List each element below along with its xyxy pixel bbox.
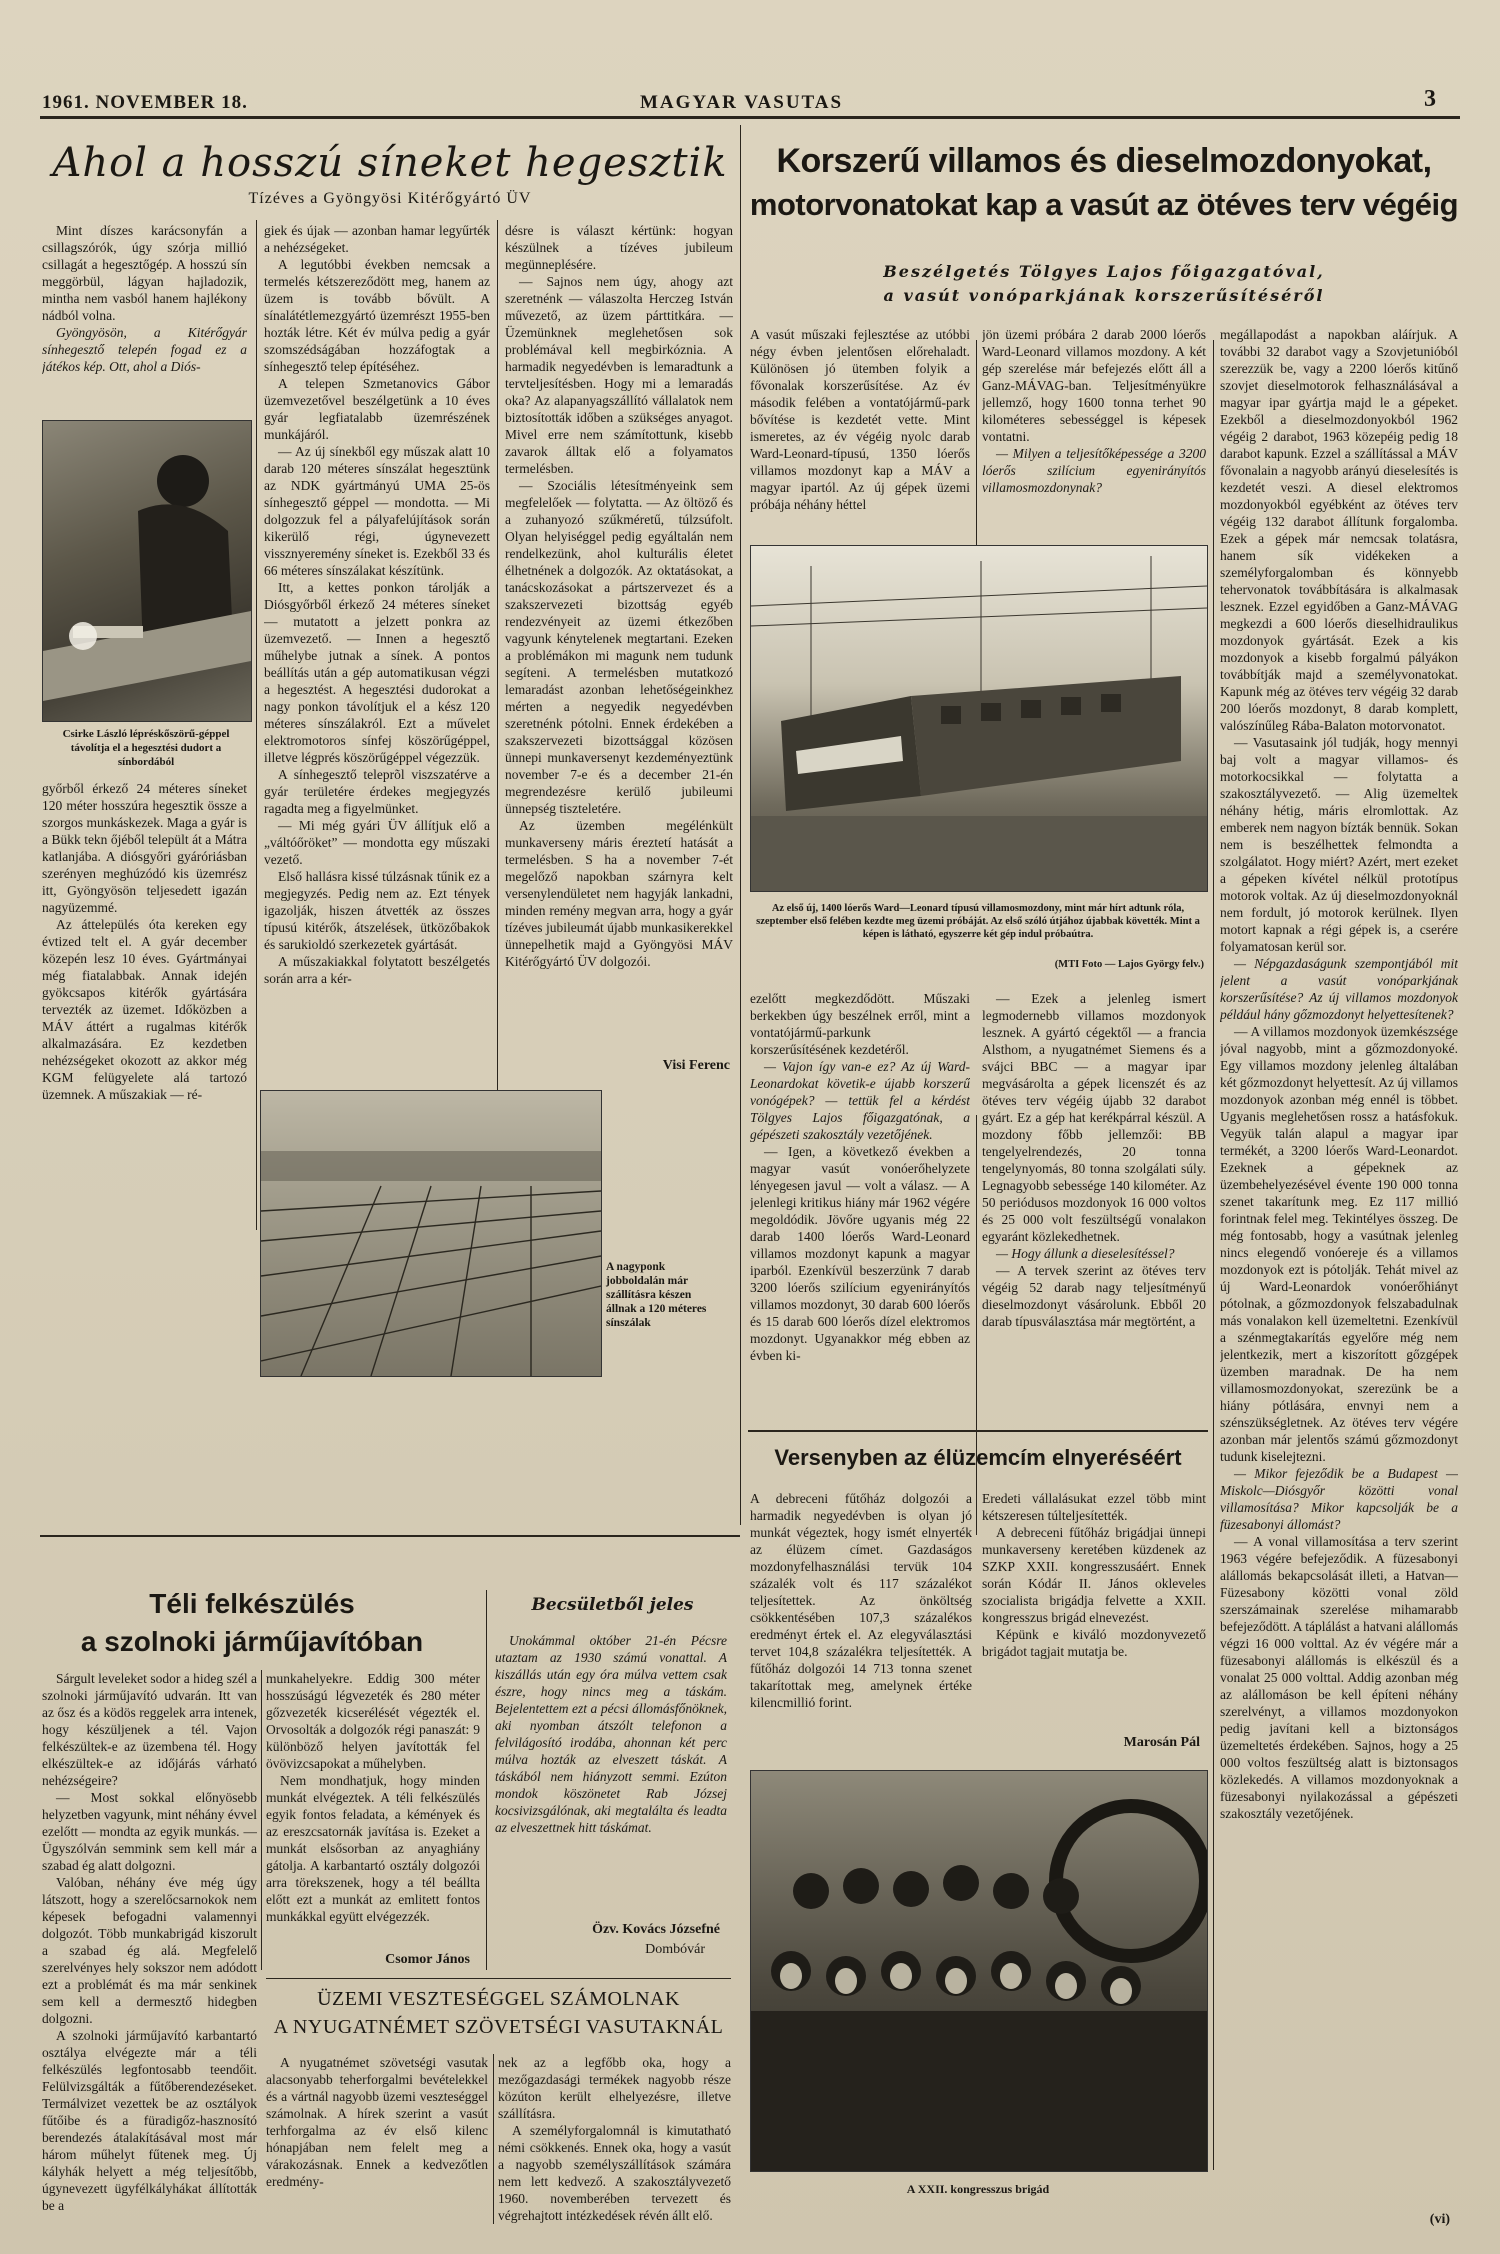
- locomotive-photo-credit: (MTI Foto — Lajos György felv.): [1054, 959, 1204, 970]
- paragraph: désre is választ kértünk: hogyan készülnek a tízéves jubileum megünneplésére.: [505, 223, 733, 272]
- paragraph: — Mi még gyári ÜV állítjuk elő a „váltóőröket” — mondotta egy műszaki vezető.: [264, 818, 490, 867]
- divider-a2-2: [976, 1115, 977, 1535]
- paper-name: MAGYAR VASUTAS: [640, 92, 844, 113]
- divider-a5: [493, 2054, 494, 2224]
- article1-col2: [264, 222, 490, 1207]
- article6-col2: [982, 1490, 1206, 1760]
- paragraph: — Vasutasaink jól tudják, hogy mennyi baj volt a magyar villamos- és motorkocsikkal — folytatta a szakosztályvezető. — Alig üzemeltek néhány hétig, máris elromlottak. Az emberek nem nagyon bízták bennük. Sokan nem is beszélhettek felmondta a szolgálatot. Hogy miért? Azért, mert ezeket a gépeken kívétel nélkül prototípus motorok voltak. Az új dieselmozdonyoknál nem fordult, jó motorok kerülnek. Ilyen motort kapnak a régi gépek is, a cserére folyamatosan kerül sor.: [1220, 735, 1458, 954]
- article3-title-line2: a szolnoki járműjavítóban: [80, 1626, 424, 1657]
- paragraph: munkahelyekre. Eddig 300 méter hosszúságú légvezeték és 280 méter gőzvezeték kicserélését végezték el. Orvosolták a dolgozók régi panaszát: 9 különböző helyen javították fel övövizcsapokat a műhelyben.: [266, 1671, 480, 1771]
- paragraph: — Ezek a jelenleg ismert legmodernebb villamos mozdonyok lesznek. A gyártó cégektől — a francia Alsthom, a nyugatnémet Siemens és a svájci BBC — a magyar ipar megvásárolta a gépek licenszét és az ötéves terv végéig újabb 32 darabot gyárt. Ez a gép hat kerékpárral készül. A mozdony főbb jellemzői: BB tengelyelrendezés, 20 tonna tengelynyomás, 80 tonna szolgálati súly. Legnagyobb sebessége 140 kilométer. Az 50 periódusos mozdonyok 16 000 voltos és 25 000 volt feszültségű vonalakon egyaránt közlekedhetnek.: [982, 991, 1206, 1244]
- brigade-photo: [750, 1770, 1208, 2172]
- rails-photo: [260, 1090, 602, 1377]
- article3-col2: [266, 1670, 480, 1970]
- article2-col1: [750, 326, 970, 526]
- article5-top-rule: [266, 1978, 731, 1979]
- issue-date: 1961. NOVEMBER 18.: [42, 92, 248, 113]
- article3-title-line1: Téli felkészülés: [149, 1588, 355, 1619]
- paragraph: — Szociális létesítményeink sem megfelelőek — folytatta. — Az öltöző és a zuhanyozó szűkméretű, túlzsúfolt. Olyan helyiséggel pedig egyáltalán nem rendelkezünk, ahol kulturális életet élhetnének a dolgozók. Az oktatásokat, a tanácskozásokat a pártszervezet és a szakszervezeti bizottság egyéb rendezvényeit az üzemi étkezőben vagyunk kénytelenek megtartani. Ezeken a problémákon mi magunk nem tudunk segíteni. A termelésben mutatkozó lemaradást azonban lehetőségeinkhez mérten a negyedik negyedévben szeretnénk pótolni. Ennek érdekében a szakszervezeti bizottsággal közösen ünnepi munkaversenyt kezdeményeztünk november 7-e és a december 21-én megrendezésre kerülő jubileumi ünnepség tiszteletére.: [505, 478, 733, 816]
- page-number: 3: [1424, 86, 1437, 112]
- article5-title-line2: A NYUGATNÉMET SZÖVETSÉGI VASUTAKNÁL: [273, 2016, 724, 2038]
- paragraph: Valóban, néhány éve még úgy látszott, hogy a szerelőcsarnokok nem képesek befogadni valamennyi dolgozót. Több munkabrigád kiszorult a szabad ég alá. Megfelelő szerelvényes hely sokszor nem adódott ezt a problémát és ma már senkinek sem kell a dermesztő hidegben dolgozni.: [42, 1875, 257, 2026]
- article5-title-line1: ÜZEMI VESZTESÉGGEL SZÁMOLNAK: [317, 1988, 680, 2010]
- article5-col1: [266, 2054, 488, 2229]
- article2-deck-line1: Beszélgetés Tölgyes Lajos főigazgatóval,: [883, 262, 1325, 281]
- article2-title-line2: motorvonatokat kap a vasút az ötéves terv végéig: [749, 187, 1459, 222]
- article6-top-rule: [748, 1430, 1208, 1432]
- locomotive-photo: [750, 545, 1208, 892]
- paragraph: giek és újak — azonban hamar legyűrték a nehézségeket.: [264, 223, 490, 255]
- paragraph: — A villamos mozdonyok üzemkészsége jóval nagyobb, mint a gőzmozdonyoké. Egy villamos mozdony jelenleg általában két gőzmozdonyt helyettesít. Az új villamos mozdonyok azonban még ennél is többet. Ugyanis meglehetősen rossz a hatásfokuk. Vegyük talán alapul a magyar ipar termékét, a 3200 lóerős Ward-Leonardot. Ezeknek a gépeknek az üzembehelyezésével évente 190 000 tonna szenet takarítunk meg. Ez 117 millió forintnak felel meg. Tekintélyes összeg. De még fontosabb, hogy a vasútnak jelenleg nincs elegendő vonóereje és a villamos mozdonyok ezt is pótolják. Tehát mivel az új Ward-Leonardok vonóerőhiányt pótolnak, a gőzmozdonyok felszabadulnak más vonalakon kell üzemeltetni. Ezenkívül a szénmegtakarítás egyelőre még nem jelentkezik, mert a kiszorított gőzgépek üzemben maradnak. De ha nem villamosmozdonyokat, szerezünk be a hiány pótlására, envnyi nem a szénszükségletnek. Az ötéves terv végére azonban már jelentős számú gőzmozdonyt tudunk kiselejtezni.: [1220, 1024, 1458, 1464]
- brigade-photo-caption: A XXII. kongresszus brigád: [906, 2182, 1050, 2196]
- article2-col2: [982, 326, 1206, 546]
- divider-a3: [261, 1670, 262, 1970]
- paragraph: Nem mondhatjuk, hogy minden munkát elvégeztek. A téli felkészülés egyik fontos feladata, a kémények és az ereszcsatornák javítása is. Ezeket a munkát elsősorban az anyaghiány gátolja. A karbantartó osztály dolgozói arra törekszenek, hogy a tél beállta előtt ezt a munkát az emlitett fontos munkákkal együtt elvégezzék.: [266, 1773, 480, 1924]
- article2-end-mark: (vi): [1429, 2212, 1450, 2227]
- rails-photo-caption: A nagyponk jobboldalán már szállításra készen állnak a 120 méteres sínszálak: [606, 1261, 707, 1329]
- divider-a4: [486, 1590, 487, 1970]
- article6-signature: Marosán Pál: [1123, 1735, 1200, 1750]
- paragraph: A debreceni fűtőház brigádjai ünnepi munkaverseny keretében küzdenek az SZKP XXII. kongresszusáért. Ennek során Kódár II. János okleveles szocialista brigádja felvette a XXII. kongresszus brigád elnevezést.: [982, 1525, 1206, 1625]
- divider-a2-3: [1213, 340, 1214, 2170]
- paragraph: jön üzemi próbára 2 darab 2000 lóerős Ward-Leonard villamos mozdony. A két gép szerelése már befejezés előtt áll a Ganz-MÁVAG-ban. Teljesítményükre jellemző, hogy 1600 tonna terhet 90 kilométeres sebességgel is képesek vontatni.: [982, 327, 1206, 444]
- article1-col1-top: [42, 222, 247, 422]
- locomotive-photo-art: [751, 546, 1207, 891]
- paragraph: Mint díszes karácsonyfán a csillagszórók, úgy szórja millió csillagát a hegesztőgép. A hosszú sín meggörbül, lágyan hajladozik, mintha nem vasból hanem hajlékony nádból volna.: [42, 223, 247, 323]
- article4-place: Dombóvár: [645, 1942, 705, 1957]
- paragraph: Unokámmal október 21-én Pécsre utaztam az 1930 számú vonattal. A kiszállás után egy óra múlva vettem csak észre, hogy nincs meg a táskám. Bejelentettem ezt a pécsi állomásfőnöknek, aki nyomban átszólt telefonon a felvilágosító irodába, ahonnan két perc múlva hozták az elveszett táskát. A táskából nem hiányzott semmi. Ezúton mondok köszönetet Rab Józsej kocsivizsgálónak, aki megtalálta és leadta az elveszettnek hitt táskámat.: [495, 1633, 727, 1835]
- paragraph: — Népgazdaságunk szempontjából mit jelent a vasút vonóparkjának korszerűsítése? Az új villamos mozdonyok például hány gőzmozdonyt helyettesítenek?: [1220, 956, 1458, 1022]
- paragraph: nek az a legfőbb oka, hogy a mezőgazdasági termékek nagyobb része közúton került elhelyezésre, illetve szállításra.: [498, 2055, 731, 2121]
- article2-deck-line2: a vasút vonóparkjának korszerűsítéséről: [883, 286, 1325, 305]
- brigade-photo-art: [751, 1771, 1207, 2171]
- article4-title: Becsületből jeles: [531, 1595, 694, 1615]
- welder-photo: [42, 420, 252, 722]
- paragraph: Itt, a kettes ponkon tárolják a Diósgyőrből érkező 24 méteres síneket — mutatott a jelzett ponkra az üzemvezető. — Innen a hegesztő műhelybe jutnak a sínek. A pontos beállítás után a gép automatikusan végzi a hegesztést. A hegesztési dudorokat a nagy ponkon távolítjuk el a kész 120 méteres sínszálakról. Ezt a művelet elektromotoros sínfej köszörűgéppel, illetve légprés köszörűgéppel végezzük.: [264, 580, 490, 765]
- article6-title: Versenyben az élüzemcím elnyeréséért: [774, 1445, 1182, 1470]
- article4-signature: Özv. Kovács Józsefné: [592, 1922, 720, 1937]
- article2-col3: [1220, 326, 1458, 2186]
- article1-subtitle: Tízéves a Gyöngyösi Kitérőgyártó ÜV: [248, 190, 532, 207]
- divider-a1-1: [256, 220, 257, 1230]
- article3-col1: [42, 1670, 257, 2225]
- paragraph: Képünk e kiváló mozdonyvezető brigádot tagjait mutatja be.: [982, 1627, 1206, 1659]
- article3-top-rule: [40, 1535, 740, 1537]
- paragraph: Eredeti vállalásukat ezzel több mint kétszeresen túlteljesítették.: [982, 1491, 1206, 1523]
- divider-a1-2: [497, 220, 498, 1230]
- paragraph: ezelőtt megkezdődött. Műszaki berkekben úgy beszélnek erről, mint a vontatójármű-parkunk korszerűsítésének kezdetéről.: [750, 991, 970, 1057]
- paragraph: A nyugatnémet szövetségi vasutak alacsonyabb teherforgalmi bevételekkel és a vártnál nagyobb üzemi veszteséggel számolnak. A hírek szerint a vasút terhforgalma az év első kilenc hónapjában nem felelt meg a várakozásnak. Ennek a kedvezőtlen eredmény-: [266, 2055, 488, 2189]
- locomotive-photo-caption: Az első új, 1400 lóerős Ward—Leonard típusú villamosmozdony, mint már hírt adtunk róla, szeptember első felében kezdte meg üzemi próbáját. Az első szóló útjához újabbak követték. Mint a képen is látható, egyszerre két gép indul próbaútra.: [756, 903, 1200, 940]
- article6-col1: [750, 1490, 972, 1760]
- paragraph: Az üzemben megélénkült munkaverseny máris éreztetí hatását a termelésben. S ha a november 7-ét megelőző napokban szárnyra kelt versenylendületet nem hagyják lankadni, minden remény megvan arra, hogy a gyár tízéves jubileumát újabb munkasikerekkel ünnepelhetik majd a Gyöngyösi MÁV Kitérőgyártó ÜV dolgozói.: [505, 818, 733, 969]
- article5-col2: [498, 2054, 731, 2229]
- article3-signature: Csomor János: [385, 1952, 470, 1967]
- paragraph: A legutóbbi években nemcsak a termelés kétszereződött meg, hanem az üzem is tovább bővült. A sínalátétlemezgyártó üzemrészt 1955-ben hozták létre. Két év múlva pedig a gyár szomszédságában hozzáfogtak a sínhegesztő telep építéséhez.: [264, 257, 490, 374]
- article2-title-line1: Korszerű villamos és dieselmozdonyokat,: [776, 142, 1432, 180]
- paragraph: A debreceni fűtőház dolgozói a harmadik negyedévben is olyan jó munkát végeztek, hogy ismét elnyerték az élüzem címet. Gazdaságos mozdonyfelhasználási tervük 104 százalék volt és 117 százalékot teljesítettek. Az önköltség csökkentésében 107,3 százalékos eredményt értek el. Az elegyválasztási tervet 104,8 százalékra teljesítették. A fűtőház dolgozói 14 713 tonna szenet takarítottak meg, amelynek értéke kilencmillió forint.: [750, 1491, 972, 1710]
- article1-col1-bottom: [42, 780, 247, 1200]
- article2-col2-bottom: [982, 990, 1206, 1415]
- paragraph: A műszakiakkal folytatott beszélgetés során arra a kér-: [264, 954, 490, 986]
- paragraph: — Vajon így van-e ez? Az új Ward-Leonardokat követik-e újabb korszerű vonógépek? — tettük fel a kérdést Tölgyes Lajos főigazgatónak, a gépészeti szakosztály vezetőjének.: [750, 1059, 970, 1142]
- article1-col3: [505, 222, 733, 1057]
- paragraph: — Hogy állunk a dieselesítéssel?: [996, 1246, 1175, 1261]
- paragraph: — Sajnos nem úgy, ahogy azt szeretnénk — válaszolta Herczeg István művezető, az üzem párttitkára. — Üzemünknek meglehetősen sok problémával kell megbirkóznia. A harmadik negyedévben is lemaradtunk a tervteljesítésben. Hogy mi a lemaradás oka? Az alapanyagszállító vállalatok nem biztosították időben a szükséges anyagot. Mivel erre nem számítottunk, kisebb zavarok álltak elő a folyamatos termelésben.: [505, 274, 733, 476]
- rails-photo-art: [261, 1091, 601, 1376]
- paragraph: A szolnoki járműjavító karbantartó osztálya elvégezte már a téli felkészülés legfontosabb teendőit. Felülvizsgálták a fűtőberendezéseket. Termálvizet vezettek be az osztályok fűtőibe és a füradigőz-hasznosító berendezés átalakításával most már három műhelyt fűtenek meg. Új kályhák helyett a még teljesítőbb, úgynevezett ügyfélkályhákat állították be a: [42, 2028, 257, 2213]
- paragraph: Első hallásra kissé túlzásnak tűnik ez a megjegyzés. Pedig nem az. Ezt tények igazolják, hiszen átvették az összes típusú kitérők, átszelések, ütközőbakok és sarukioldó szerkezetek gyártását.: [264, 869, 490, 952]
- paragraph: Sárgult leveleket sodor a hideg szél a szolnoki járműjavító udvarán. Itt van az ősz és a ködös reggelek arra intenek, hogy készüljenek a tél. Vajon felkészültek-e az üzembena tél. Hogy elkészültek-e az időjárás várható nehézségeire?: [42, 1671, 257, 1788]
- paragraph: Az áttelepülés óta kereken egy évtized telt el. A gyár december közepén lesz 10 éves. Gyártmányai még fiatalabbak. Annak idején gyökcsapos kitérők gyártására tervezték az üzemet. Időközben a MÁV áttért a rugalmas kitérők alkalmazására. Ez kezdetben nehézségeket okozott az akkor még KGM felügyelete alá tartozó üzemnek. A műszakiak — ré-: [42, 917, 247, 1102]
- divider-main: [740, 125, 741, 1525]
- paragraph: — Most sokkal előnyösebb helyzetben vagyunk, mint néhány évvel ezelőtt — mondta az egyik munkás. — Ügyszólván semmink sem kell már a szabad ég alatt dolgozni.: [42, 1790, 257, 1873]
- paragraph: A vasút műszaki fejlesztése az utóbbi négy évben jelentősen előrehaladt. Különösen jó ütemben folyik a fővonalak korszerűsítése. Az év második felében a vontatójármű-park bővítése is kezdetét vette. Mint ismeretes, az év végéig nyolc darab Ward-Leonard-típusú, 1350 lóerős villamos mozdonyt kap a MÁV a magyar ipartól. Az új gépek üzemi próbája néhány héttel: [750, 327, 970, 512]
- article1-title: Ahol a hosszú síneket hegesztik: [52, 140, 728, 186]
- welder-photo-caption: Csirke László lépréskőszörű-géppel távolítja el a hegesztési dudort a sínbordából: [62, 728, 230, 768]
- article4-body: [495, 1632, 727, 1922]
- paragraph: A sínhegesztő teleprõl viszszatérve a gyár területére érdekes megjegyzés ragadta meg a figyelmünket.: [264, 767, 490, 816]
- header-rule: [40, 116, 1460, 119]
- article1-signature: Visi Ferenc: [662, 1058, 730, 1073]
- paragraph: — A vonal villamosítása a terv szerint 1963 végére befejeződik. A füzesabonyi alállomás bekapcsolását illeti, a Hatvan—Füzesabony közötti vonal zöld szerszámainak szerelése mihamarabb befejeződött. A táplálást a hatvani alállomás végzi 16 000 volttal. Az év végére már a füzesabonyi alállomás is elkészül és a vonalat 25 000 volttal. Addig azonban még az alállomáson be kell építeni néhány szerelvényt, a villamos mozdonyokon pedig javítani kell a biztonságos üzemeltetés érdekében. Sajnos, hogy a 25 000 voltos feszültség alatt is biztonsagos közlekedés. A villamos mozdonyoknak a füzesabonyi nyilakozással a gépészeti szakosztály vezetőjének.: [1220, 1534, 1458, 1821]
- paragraph: — A tervek szerint az ötéves terv végéig 52 darab nagy teljesítményű dieselmozdonyt vásárolunk. Ebből 20 darab típusválasztása már megtörtént, a: [982, 1263, 1206, 1329]
- paragraph: — Milyen a teljesítőképessége a 3200 lóerős szilícium egyenirányítós villamosmozdonynak?: [982, 446, 1206, 495]
- paragraph: — Az új sínekből egy műszak alatt 10 darab 120 méteres sínszálat hegesztünk az NDK gyártmányú UMA 25-ös sínhegesztő géppel — mondotta. — Mi dolgozzuk fel a pályafelújítások során kikerülő régi, úgynevezett vissznyeremény síneket is. Ezekből 33 és 66 méteres sínszálakat készítünk.: [264, 444, 490, 578]
- paragraph: Gyöngyösön, a Kitérőgyár sínhegesztő telepén fogad ez a játékos kép. Ott, ahol a Diós-: [42, 325, 247, 374]
- welder-photo-art: [43, 421, 251, 721]
- article2-col1-bottom: [750, 990, 970, 1415]
- paragraph: A telepen Szmetanovics Gábor üzemvezetővel beszélgetünk a 10 éves gyár legfiatalabb üzemrészének munkájáról.: [264, 376, 490, 442]
- paragraph: győrből érkező 24 méteres síneket 120 méter hosszúra hegesztik össze a szorgos munkáskezek. Maga a gyár is a Bükk tekn őjéből települt át a Mátra katlanjába. A diósgyőri gyáróriásban szerényen meghúzódó kis üzemrész itt, Gyöngyösön teljesedett igazán nagyüzemmé.: [42, 781, 247, 915]
- paragraph: megállapodást a napokban aláírjuk. A további 32 darabot vagy a Szovjetunióból szerezzük be, vagy a 2200 lóerős kitűnő szovjet dieselmotorok felhasználásával a magyar ipar gyártja majd le a gépeket. Ezekből a dieselmozdonyokból 1962 végéig 2 darabot, 1963 közepéig pedig 18 darabot kapunk. Ezzel a szállítással a MÁV fővonalain a nagyobb arányú dieselesítés is kezdetét veszi. A diesel elektromos mozdonyokból egyébként az ötéves terv végéig 132 darabot állítunk forgalomba. Ezek a gépek már nemcsak tolatásra, hanem sík vidékeken a személyforgalomban és könnyebb tehervonatok továbbítására is alkalmasak lesznek. Ezzel egyidőben a Ganz-MÁVAG megkezdi a 600 lóerős dieselhidraulikus mozdonyok gyártását. Ezek a kis mozdonyok a kisebb forgalmú pályákon továbbítják majd a személyvonatokat. Kapunk még az ötéves terv végéig 32 darab 200 lóerős mozdonyt, 8 darab komplett, valószínűleg Rába-Balaton motorvonatot.: [1220, 327, 1458, 733]
- paragraph: — Mikor fejeződik be a Budapest — Miskolc—Diósgyőr közötti vonal villamosítása? Mikor kapcsolják be a füzesabonyi állomást?: [1220, 1466, 1458, 1532]
- paragraph: A személyforgalomnál is kimutatható némi csökkenés. Ennek oka, hogy a vasút a nagyobb személyszállítások számára nem lett kedvező. A szakosztályvezető 1960. novemberében tervezett és végrehajtott intézkedések révén állt elő.: [498, 2123, 731, 2223]
- paragraph: — Igen, a következő években a magyar vasút vonóerőhelyzete lényegesen javul — volt a válasz. — A jelenlegi kritikus hiány már 1962 végére megoldódik. Jövőre ugyanis még 22 darab 1400 lóerős Ward-Leonard villamos mozdonyt kapunk a magyar iparból. Ezenkívül beszerzünk 7 darab 3200 lóerős szilícium egyenirányítós villamos mozdonyt, 30 darab 600 lóerős és 15 darab 600 lóerős dízel elektromos mozdonyt. Ugyanakkor még ebben az évben ki-: [750, 1144, 970, 1363]
